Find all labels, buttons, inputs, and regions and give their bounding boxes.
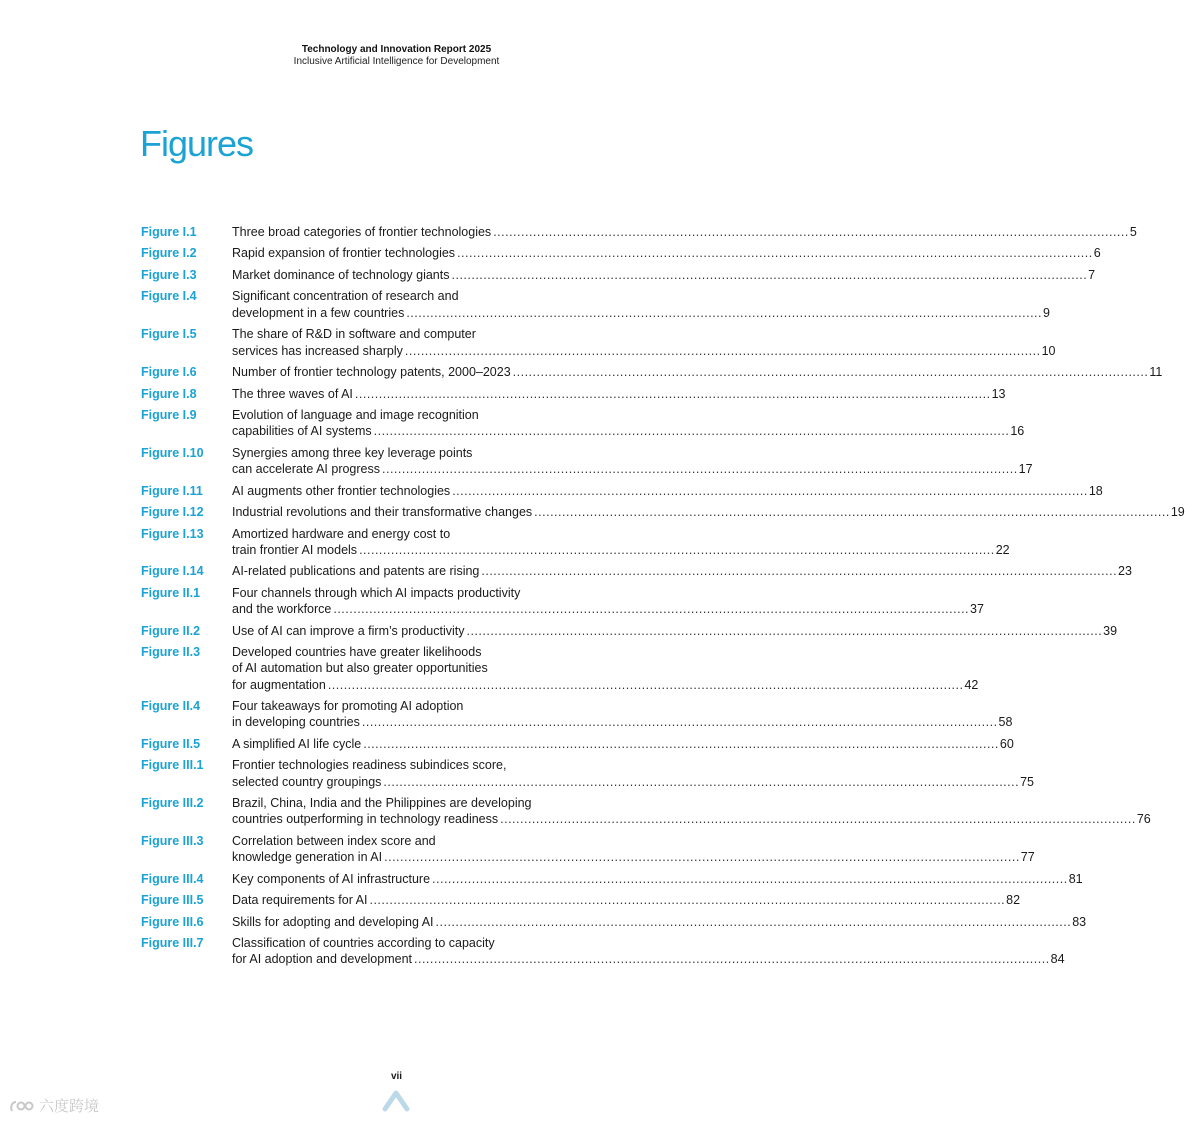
page-ref[interactable]: 17 <box>1018 462 1033 477</box>
figure-title[interactable] <box>232 935 1065 968</box>
dot-leader: ................................................................................................................................................................ <box>383 774 1020 789</box>
figure-label[interactable]: Figure I.14 <box>141 564 204 579</box>
figure-title[interactable] <box>232 757 1034 790</box>
dot-leader: ................................................................................................................................................................ <box>512 365 1149 380</box>
figure-title-line: Rapid expansion of frontier technologies <box>232 246 456 261</box>
figure-title-line: Four channels through which AI impacts productivity <box>232 585 521 600</box>
figure-label[interactable]: Figure II.1 <box>141 585 201 600</box>
figure-title-line: and the workforce <box>232 602 332 617</box>
figure-label[interactable]: Figure II.3 <box>141 645 201 660</box>
page-ref[interactable]: 23 <box>1118 564 1132 579</box>
leader-row <box>232 305 1050 321</box>
leader-row <box>232 951 1065 967</box>
page-ref[interactable]: 19 <box>1170 505 1185 520</box>
figure-title-line: Three broad categories of frontier technologies <box>232 225 492 239</box>
figure-title[interactable] <box>232 483 1103 499</box>
figure-title-line: Market dominance of technology giants <box>232 267 450 282</box>
figure-title[interactable] <box>232 526 1010 559</box>
figure-title-line: Classification of countries according to capacity <box>232 936 495 951</box>
page-ref[interactable]: 76 <box>1136 812 1151 827</box>
dot-leader: ................................................................................................................................................................ <box>333 602 970 617</box>
figure-title-line: Four takeaways for promoting AI adoption <box>232 699 464 714</box>
logo-icon <box>9 1098 35 1114</box>
page-ref[interactable]: 13 <box>991 386 1006 401</box>
toc-entry[interactable] <box>141 833 1035 866</box>
figure-title-line: Significant concentration of research and <box>232 289 459 304</box>
page-ref[interactable]: 81 <box>1068 871 1083 886</box>
leader-row <box>232 811 1151 827</box>
figure-title[interactable] <box>232 386 1006 402</box>
dot-leader: ................................................................................................................................................................ <box>361 715 998 730</box>
figure-title[interactable] <box>232 698 1013 731</box>
figure-title[interactable] <box>232 245 1101 261</box>
figure-label[interactable]: Figure III.1 <box>141 758 204 773</box>
figure-title-line: train frontier AI models <box>232 542 358 557</box>
figure-label[interactable]: Figure III.7 <box>141 936 204 951</box>
chevron-up-icon[interactable] <box>383 1089 409 1116</box>
toc-entry[interactable] <box>141 504 1185 520</box>
figure-title[interactable] <box>232 364 1163 380</box>
leader-row <box>232 267 1096 283</box>
dot-leader: ................................................................................................................................................................ <box>493 225 1129 239</box>
figure-label[interactable]: Figure II.4 <box>141 699 201 714</box>
page-ref[interactable]: 18 <box>1088 483 1103 498</box>
leader-row <box>232 677 979 693</box>
toc-entry[interactable] <box>141 892 1021 908</box>
dot-leader: ................................................................................................................................................................ <box>327 677 964 692</box>
figure-label[interactable]: Figure I.3 <box>141 267 197 282</box>
figure-title[interactable] <box>232 445 1033 478</box>
leader-row <box>232 849 1035 865</box>
figure-title-line: The three waves of AI <box>232 386 353 401</box>
figure-title-line: AI augments other frontier technologies <box>232 483 451 498</box>
figure-title-line: Use of AI can improve a firm’s productivity <box>232 623 465 638</box>
page-ref[interactable]: 84 <box>1050 952 1065 967</box>
report-subtitle: Inclusive Artificial Intelligence for Development <box>293 56 500 67</box>
figure-title[interactable] <box>232 736 1014 752</box>
toc-entry[interactable] <box>141 364 1163 380</box>
running-header <box>0 43 793 68</box>
figure-label[interactable]: Figure II.2 <box>141 623 201 638</box>
figure-title[interactable] <box>232 892 1021 908</box>
page-ref[interactable]: 82 <box>1006 893 1021 908</box>
figure-title-line: Amortized hardware and energy cost to <box>232 526 451 541</box>
leader-row <box>232 563 1132 579</box>
figure-title[interactable] <box>232 795 1151 828</box>
toc-entry[interactable] <box>141 935 1065 968</box>
page-ref[interactable]: 5 <box>1129 225 1137 239</box>
figure-title-line: knowledge generation in AI <box>232 850 383 865</box>
toc-entry[interactable] <box>141 623 1118 639</box>
dot-leader: ................................................................................................................................................................ <box>382 462 1018 477</box>
figure-label[interactable]: Figure I.5 <box>141 327 197 342</box>
figure-title-line: development in a few countries <box>232 305 405 320</box>
figure-label[interactable]: Figure I.9 <box>141 407 197 422</box>
figure-label[interactable]: Figure I.6 <box>141 365 197 380</box>
toc-entry[interactable] <box>141 644 979 693</box>
toc-entry[interactable] <box>141 795 1151 828</box>
figure-label[interactable]: Figure III.6 <box>141 914 204 929</box>
leader-row <box>232 245 1101 261</box>
toc-entry[interactable] <box>141 757 1034 790</box>
dot-leader: ................................................................................................................................................................ <box>404 343 1041 358</box>
dot-leader: ................................................................................................................................................................ <box>466 623 1103 638</box>
leader-row <box>232 423 1025 439</box>
dot-leader: ................................................................................................................................................................ <box>369 893 1006 908</box>
toc-entry[interactable] <box>141 386 1006 402</box>
toc-entry[interactable] <box>141 445 1033 478</box>
figure-title-line: of AI automation but also greater opportunities <box>232 661 488 676</box>
dot-leader: ................................................................................................................................................................ <box>406 305 1042 320</box>
figure-title-line: Frontier technologies readiness subindices score, <box>232 758 507 773</box>
toc-entry[interactable] <box>141 245 1101 261</box>
page-ref[interactable]: 77 <box>1020 850 1035 865</box>
toc-entry[interactable] <box>141 736 1014 752</box>
leader-row <box>232 483 1103 499</box>
toc-entry[interactable] <box>141 563 1132 579</box>
figure-title-line: Brazil, China, India and the Philippines are developing <box>232 796 532 811</box>
figure-label[interactable]: Figure III.3 <box>141 833 204 848</box>
figure-label[interactable]: Figure II.5 <box>141 736 201 751</box>
page-ref[interactable]: 39 <box>1103 623 1118 638</box>
page-ref[interactable]: 16 <box>1010 424 1025 439</box>
page-title: Figures <box>140 123 254 164</box>
figure-title-line: Data requirements for AI <box>232 893 368 908</box>
dot-leader: ................................................................................................................................................................ <box>359 542 995 557</box>
dot-leader: ................................................................................................................................................................ <box>384 850 1020 865</box>
watermark <box>9 1095 99 1116</box>
figure-title-line: AI-related publications and patents are rising <box>232 564 480 579</box>
figure-title[interactable] <box>232 326 1056 359</box>
figure-title[interactable] <box>232 267 1096 283</box>
dot-leader: ................................................................................................................................................................ <box>432 871 1068 886</box>
figure-title-line: for AI adoption and development <box>232 952 412 967</box>
figure-title[interactable] <box>232 407 1025 440</box>
figure-title[interactable] <box>232 833 1035 866</box>
page-ref[interactable]: 42 <box>964 677 979 692</box>
page-ref[interactable]: 22 <box>995 542 1010 557</box>
dot-leader: ................................................................................................................................................................ <box>534 505 1170 520</box>
figure-title-line: countries outperforming in technology readiness <box>232 812 499 827</box>
figure-title[interactable] <box>232 585 984 618</box>
page-ref[interactable]: 75 <box>1020 774 1034 789</box>
figure-label[interactable]: Figure I.12 <box>141 505 204 520</box>
leader-row <box>232 386 1006 402</box>
figure-title-line: A simplified AI life cycle <box>232 736 362 751</box>
leader-row <box>232 224 1137 240</box>
toc-entry[interactable] <box>141 224 1137 240</box>
figure-title-line: Synergies among three key leverage points <box>232 445 473 460</box>
leader-row <box>232 914 1087 930</box>
figure-title-line: Correlation between index score and <box>232 833 436 848</box>
figure-label[interactable]: Figure I.1 <box>141 225 197 239</box>
figure-title-line: for augmentation <box>232 677 326 692</box>
leader-row <box>232 542 1010 558</box>
leader-row <box>232 343 1056 359</box>
toc-entry[interactable] <box>141 407 1025 440</box>
figure-title[interactable] <box>232 288 1050 321</box>
page-ref[interactable]: 60 <box>999 736 1014 751</box>
figure-label[interactable]: Figure III.5 <box>141 893 204 908</box>
page-ref[interactable]: 10 <box>1041 343 1056 358</box>
toc-entry[interactable] <box>141 871 1083 887</box>
figure-title[interactable] <box>232 563 1132 579</box>
page-ref[interactable]: 58 <box>998 715 1013 730</box>
figures-list <box>141 224 1185 973</box>
leader-row <box>232 601 984 617</box>
figure-title-line: selected country groupings <box>232 774 382 789</box>
figure-title[interactable] <box>232 644 979 693</box>
figure-label[interactable]: Figure I.4 <box>141 289 197 304</box>
leader-row <box>232 892 1021 908</box>
figure-label[interactable]: Figure I.13 <box>141 526 204 541</box>
figure-title-line: Industrial revolutions and their transformative changes <box>232 505 533 520</box>
dot-leader: ................................................................................................................................................................ <box>452 483 1088 498</box>
toc-entry[interactable] <box>141 288 1050 321</box>
dot-leader: ................................................................................................................................................................ <box>481 564 1118 579</box>
figure-title[interactable] <box>232 871 1083 887</box>
dot-leader: ................................................................................................................................................................ <box>457 246 1093 261</box>
page-ref[interactable]: 9 <box>1043 305 1050 320</box>
leader-row <box>232 871 1083 887</box>
dot-leader: ................................................................................................................................................................ <box>363 736 999 751</box>
page-number: vii <box>390 1071 403 1082</box>
leader-row <box>232 714 1013 730</box>
dot-leader: ................................................................................................................................................................ <box>435 914 1072 929</box>
dot-leader: ................................................................................................................................................................ <box>414 952 1050 967</box>
toc-entry[interactable] <box>141 914 1087 930</box>
figure-title-line: in developing countries <box>232 715 360 730</box>
toc-entry[interactable] <box>141 326 1056 359</box>
dot-leader: ................................................................................................................................................................ <box>500 812 1136 827</box>
figure-title-line: Skills for adopting and developing AI <box>232 914 434 929</box>
toc-entry[interactable] <box>141 585 984 618</box>
figure-title-line: services has increased sharply <box>232 343 403 358</box>
dot-leader: ................................................................................................................................................................ <box>354 386 991 401</box>
figure-title[interactable] <box>232 504 1185 520</box>
watermark-text: 六度跨境 <box>39 1098 100 1115</box>
report-title: Technology and Innovation Report 2025 <box>301 44 492 55</box>
figure-title-line: Developed countries have greater likelihoods <box>232 645 482 660</box>
leader-row <box>232 504 1185 520</box>
dot-leader: ................................................................................................................................................................ <box>373 424 1010 439</box>
toc-entry[interactable] <box>141 526 1010 559</box>
figure-title-line: Key components of AI infrastructure <box>232 871 431 886</box>
figure-title[interactable] <box>232 224 1137 240</box>
figure-label[interactable]: Figure I.10 <box>141 445 204 460</box>
toc-entry[interactable] <box>141 483 1103 499</box>
page-ref[interactable]: 7 <box>1088 267 1096 282</box>
figure-title-line: capabilities of AI systems <box>232 424 372 439</box>
toc-entry[interactable] <box>141 267 1096 283</box>
page-ref[interactable]: 11 <box>1149 365 1163 380</box>
leader-row <box>232 736 1014 752</box>
dot-leader: ................................................................................................................................................................ <box>451 267 1088 282</box>
figure-label[interactable]: Figure III.2 <box>141 796 204 811</box>
figure-label[interactable]: Figure I.11 <box>141 483 203 498</box>
figure-label[interactable]: Figure I.8 <box>141 386 197 401</box>
figure-title-line: The share of R&D in software and computer <box>232 327 476 342</box>
figure-title-line: Number of frontier technology patents, 2000–2023 <box>232 365 511 380</box>
figure-title-line: can accelerate AI progress <box>232 462 380 477</box>
page-ref[interactable]: 6 <box>1093 246 1101 261</box>
toc-entry[interactable] <box>141 698 1013 731</box>
leader-row <box>232 774 1034 790</box>
figure-title[interactable] <box>232 623 1118 639</box>
figure-label[interactable]: Figure III.4 <box>141 871 204 886</box>
page-ref[interactable]: 37 <box>970 602 984 617</box>
leader-row <box>232 364 1163 380</box>
figure-label[interactable]: Figure I.2 <box>141 246 197 261</box>
leader-row <box>232 623 1118 639</box>
figure-title[interactable] <box>232 914 1087 930</box>
page-ref[interactable]: 83 <box>1072 914 1087 929</box>
leader-row <box>232 461 1033 477</box>
figure-title-line: Evolution of language and image recognition <box>232 407 479 422</box>
